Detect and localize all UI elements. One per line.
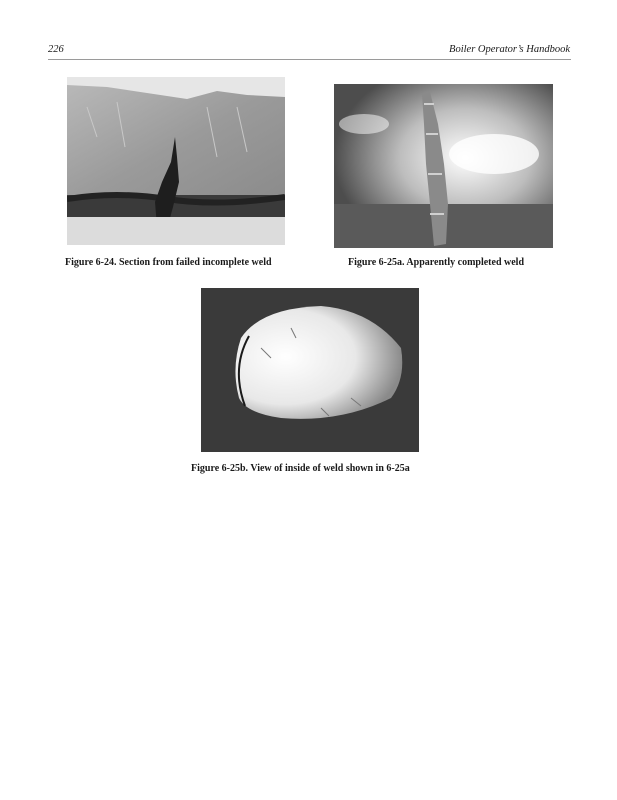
running-header [48, 44, 570, 60]
figure-6-25b-caption: Figure 6-25b. View of inside of weld shown in 6-25a [191, 463, 410, 474]
figure-6-24-photo [67, 77, 285, 245]
page-number: 226 [48, 44, 64, 55]
figure-6-24-caption: Figure 6-24. Section from failed incomplete weld [65, 257, 272, 268]
book-title: Boiler Operator’s Handbook [449, 44, 570, 55]
figure-6-25b-photo [201, 288, 419, 452]
figure-6-25a-caption: Figure 6-25a. Apparently completed weld [348, 257, 525, 268]
header-rule [48, 59, 571, 60]
figure-6-25a-photo [334, 84, 553, 248]
